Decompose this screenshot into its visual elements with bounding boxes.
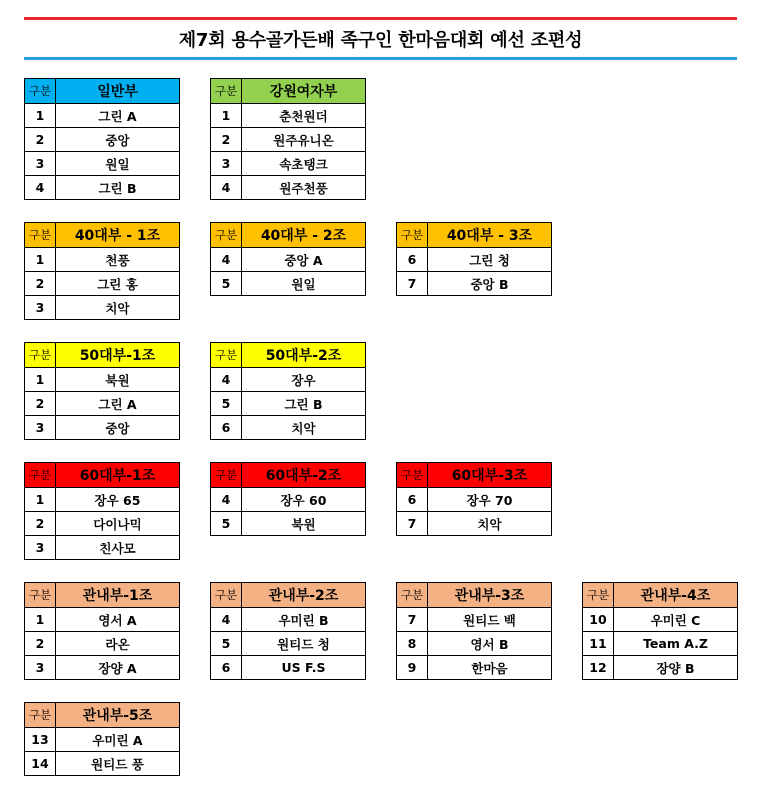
column-header-label: 구분 xyxy=(211,583,242,608)
title-bottom-rule xyxy=(24,57,737,60)
team-number: 2 xyxy=(25,512,56,536)
table-row xyxy=(211,512,366,536)
table-row xyxy=(211,656,366,680)
group-table xyxy=(210,462,366,536)
team-number: 6 xyxy=(211,416,242,440)
team-name: 원티드 청 xyxy=(242,632,366,656)
team-name: 중앙 B xyxy=(428,272,552,296)
group-table xyxy=(210,78,366,200)
team-number: 4 xyxy=(25,176,56,200)
team-name: 우미린 B xyxy=(242,608,366,632)
team-name: 원티드 풍 xyxy=(56,752,180,776)
team-number: 7 xyxy=(397,512,428,536)
table-row xyxy=(25,392,180,416)
team-name: 장양 B xyxy=(614,656,738,680)
table-row xyxy=(583,632,738,656)
group-header-row xyxy=(211,463,366,488)
column-header-label: 구분 xyxy=(25,703,56,728)
team-number: 4 xyxy=(211,488,242,512)
table-row xyxy=(25,608,180,632)
table-row xyxy=(211,608,366,632)
team-name: 북원 xyxy=(56,368,180,392)
table-row xyxy=(25,104,180,128)
team-name: 중앙 A xyxy=(242,248,366,272)
team-number: 3 xyxy=(211,152,242,176)
group-title: 40대부 - 2조 xyxy=(242,223,366,248)
team-number: 1 xyxy=(25,608,56,632)
table-row xyxy=(25,296,180,320)
group-table xyxy=(210,582,366,680)
team-name: 중앙 xyxy=(56,128,180,152)
team-number: 4 xyxy=(211,248,242,272)
team-number: 7 xyxy=(397,608,428,632)
team-name: 춘천원더 xyxy=(242,104,366,128)
table-row xyxy=(25,512,180,536)
table-row xyxy=(25,752,180,776)
table-row xyxy=(25,488,180,512)
table-row xyxy=(211,632,366,656)
group-header-row xyxy=(25,223,180,248)
team-number: 12 xyxy=(583,656,614,680)
table-row xyxy=(25,152,180,176)
table-row xyxy=(211,104,366,128)
team-number: 6 xyxy=(211,656,242,680)
group-table xyxy=(24,462,180,560)
team-name: 장우 70 xyxy=(428,488,552,512)
team-name: 치악 xyxy=(428,512,552,536)
group-header-row xyxy=(397,463,552,488)
team-number: 4 xyxy=(211,176,242,200)
group-header-row xyxy=(211,223,366,248)
table-row xyxy=(583,608,738,632)
team-name: 다이나믹 xyxy=(56,512,180,536)
team-name: Team A.Z xyxy=(614,632,738,656)
group-table xyxy=(24,702,180,776)
team-name: 그린 A xyxy=(56,392,180,416)
column-header-label: 구분 xyxy=(211,223,242,248)
group-title: 관내부-3조 xyxy=(428,583,552,608)
team-name: 그린 B xyxy=(56,176,180,200)
team-number: 9 xyxy=(397,656,428,680)
group-title: 40대부 - 1조 xyxy=(56,223,180,248)
team-name: 우미린 A xyxy=(56,728,180,752)
team-name: 중앙 xyxy=(56,416,180,440)
column-header-label: 구분 xyxy=(211,463,242,488)
table-row xyxy=(211,392,366,416)
group-title: 60대부-2조 xyxy=(242,463,366,488)
table-row xyxy=(211,152,366,176)
team-name: 한마음 xyxy=(428,656,552,680)
group-title: 60대부-3조 xyxy=(428,463,552,488)
group-header-row xyxy=(211,343,366,368)
group-title: 관내부-5조 xyxy=(56,703,180,728)
team-name: 속초탱크 xyxy=(242,152,366,176)
team-number: 14 xyxy=(25,752,56,776)
group-table xyxy=(24,78,180,200)
column-header-label: 구분 xyxy=(211,79,242,104)
team-name: 장우 xyxy=(242,368,366,392)
table-row xyxy=(25,656,180,680)
table-row xyxy=(397,272,552,296)
team-number: 5 xyxy=(211,272,242,296)
team-number: 5 xyxy=(211,632,242,656)
team-number: 2 xyxy=(25,632,56,656)
team-name: 장우 60 xyxy=(242,488,366,512)
team-name: 원주유니온 xyxy=(242,128,366,152)
team-number: 7 xyxy=(397,272,428,296)
column-header-label: 구분 xyxy=(211,343,242,368)
group-table xyxy=(396,222,552,296)
table-row xyxy=(211,128,366,152)
group-table xyxy=(396,462,552,536)
team-number: 2 xyxy=(211,128,242,152)
team-name: US F.S xyxy=(242,656,366,680)
group-title: 관내부-4조 xyxy=(614,583,738,608)
group-title: 50대부-2조 xyxy=(242,343,366,368)
column-header-label: 구분 xyxy=(397,223,428,248)
group-title: 50대부-1조 xyxy=(56,343,180,368)
team-number: 3 xyxy=(25,536,56,560)
group-table xyxy=(24,342,180,440)
column-header-label: 구분 xyxy=(397,463,428,488)
team-name: 그린 청 xyxy=(428,248,552,272)
table-row xyxy=(25,248,180,272)
group-title: 40대부 - 3조 xyxy=(428,223,552,248)
team-number: 2 xyxy=(25,392,56,416)
team-name: 치악 xyxy=(242,416,366,440)
group-header-row xyxy=(25,463,180,488)
table-row xyxy=(211,368,366,392)
table-row xyxy=(25,272,180,296)
group-title: 관내부-2조 xyxy=(242,583,366,608)
team-number: 2 xyxy=(25,128,56,152)
team-number: 11 xyxy=(583,632,614,656)
team-number: 3 xyxy=(25,296,56,320)
team-number: 1 xyxy=(25,248,56,272)
team-name: 장양 A xyxy=(56,656,180,680)
group-header-row xyxy=(583,583,738,608)
team-number: 6 xyxy=(397,248,428,272)
group-table xyxy=(24,222,180,320)
group-title: 일반부 xyxy=(56,79,180,104)
table-row xyxy=(25,632,180,656)
group-table xyxy=(210,342,366,440)
team-name: 그린 A xyxy=(56,104,180,128)
table-row xyxy=(211,176,366,200)
table-row xyxy=(25,176,180,200)
group-header-row xyxy=(397,583,552,608)
team-name: 북원 xyxy=(242,512,366,536)
team-number: 1 xyxy=(25,488,56,512)
team-name: 원주천풍 xyxy=(242,176,366,200)
group-title: 강원여자부 xyxy=(242,79,366,104)
table-row xyxy=(211,248,366,272)
table-row xyxy=(25,728,180,752)
table-row xyxy=(25,536,180,560)
table-row xyxy=(25,416,180,440)
page-title: 제7회 용수골가든배 족구인 한마음대회 예선 조편성 xyxy=(178,29,583,51)
column-header-label: 구분 xyxy=(583,583,614,608)
group-header-row xyxy=(211,583,366,608)
column-header-label: 구분 xyxy=(25,223,56,248)
table-row xyxy=(397,632,552,656)
table-row xyxy=(397,608,552,632)
column-header-label: 구분 xyxy=(25,79,56,104)
table-row xyxy=(397,512,552,536)
table-row xyxy=(583,656,738,680)
team-number: 5 xyxy=(211,512,242,536)
group-table xyxy=(396,582,552,680)
team-number: 4 xyxy=(211,368,242,392)
group-header-row xyxy=(25,79,180,104)
table-row xyxy=(211,272,366,296)
table-row xyxy=(397,656,552,680)
table-row xyxy=(211,488,366,512)
team-number: 2 xyxy=(25,272,56,296)
team-number: 3 xyxy=(25,416,56,440)
team-number: 5 xyxy=(211,392,242,416)
team-name: 치악 xyxy=(56,296,180,320)
team-number: 1 xyxy=(211,104,242,128)
team-name: 우미린 C xyxy=(614,608,738,632)
team-name: 그린 홍 xyxy=(56,272,180,296)
team-number: 8 xyxy=(397,632,428,656)
team-name: 원일 xyxy=(242,272,366,296)
group-header-row xyxy=(25,343,180,368)
team-number: 13 xyxy=(25,728,56,752)
table-row xyxy=(397,248,552,272)
column-header-label: 구분 xyxy=(25,583,56,608)
group-title: 60대부-1조 xyxy=(56,463,180,488)
group-header-row xyxy=(211,79,366,104)
column-header-label: 구분 xyxy=(397,583,428,608)
table-row xyxy=(397,488,552,512)
table-row xyxy=(25,128,180,152)
team-number: 3 xyxy=(25,152,56,176)
group-header-row xyxy=(397,223,552,248)
team-name: 라온 xyxy=(56,632,180,656)
group-table xyxy=(210,222,366,296)
group-title: 관내부-1조 xyxy=(56,583,180,608)
team-name: 원일 xyxy=(56,152,180,176)
team-number: 1 xyxy=(25,368,56,392)
group-table xyxy=(582,582,738,680)
team-number: 1 xyxy=(25,104,56,128)
column-header-label: 구분 xyxy=(25,463,56,488)
column-header-label: 구분 xyxy=(25,343,56,368)
team-name: 천풍 xyxy=(56,248,180,272)
team-number: 3 xyxy=(25,656,56,680)
group-header-row xyxy=(25,583,180,608)
team-name: 영서 B xyxy=(428,632,552,656)
group-header-row xyxy=(25,703,180,728)
team-number: 4 xyxy=(211,608,242,632)
table-row xyxy=(211,416,366,440)
team-name: 그린 B xyxy=(242,392,366,416)
table-row xyxy=(25,368,180,392)
team-number: 10 xyxy=(583,608,614,632)
team-name: 영서 A xyxy=(56,608,180,632)
group-table xyxy=(24,582,180,680)
team-number: 6 xyxy=(397,488,428,512)
team-name: 원티드 백 xyxy=(428,608,552,632)
team-name: 장우 65 xyxy=(56,488,180,512)
team-name: 친사모 xyxy=(56,536,180,560)
